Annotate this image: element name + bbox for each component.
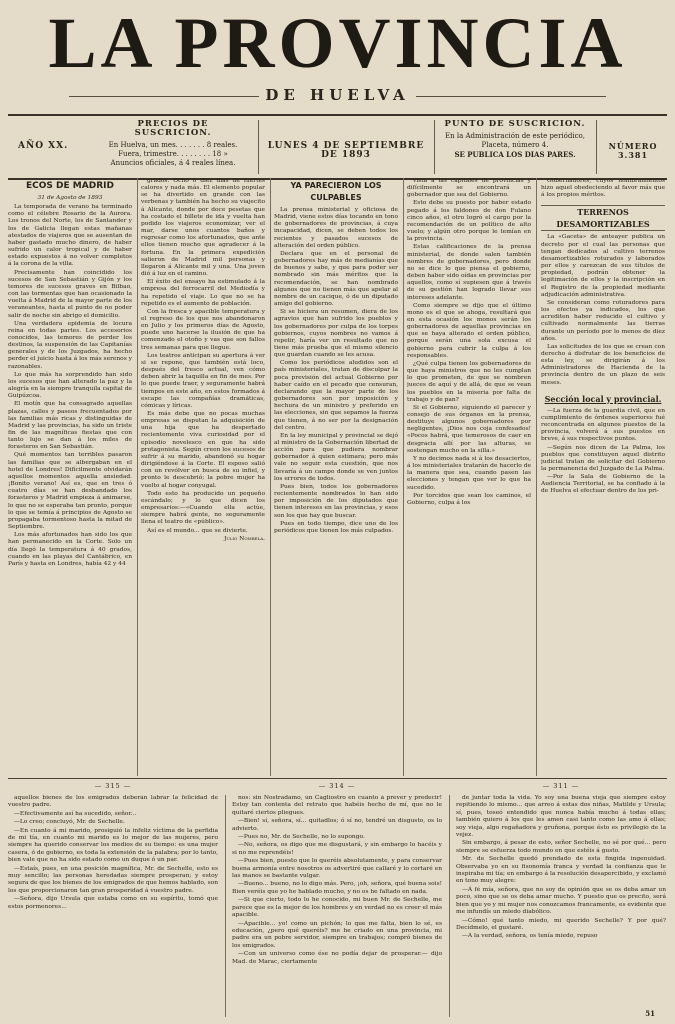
main-columns — [8, 178, 667, 776]
paragraph: Si se hiciera un resumen, diera de los agravios que han sufrido los pueblos y los gobernadores por culpa de los torpes gobiernos, cuyos nombres no vamos á repetir, haría ver un resultado que no tiene más prueba que el mismo silencio que guardan cuando se les acusa. — [274, 309, 398, 359]
paragraph: Con la fresca y apacible temperatura y el regreso de los que nos abandonaron en Julio y los primeros días de Agosto, puede uno hacerse la ilusión de que ha comenzado el otoño y vas que son fallos tres semanas para que llegue. — [141, 308, 265, 351]
article-signature: Julio Nombela. — [224, 535, 265, 542]
paragraph: Los teatros anticipan su apertura á ver si se repone, que también está loco, después del fresco actual, ven cómo deben abrir la taquilla en fin de mes. Por lo que puede traer, y seguramente habrá tiempos en este año, en estos formados á escape las compañías dramáticas, cómicas y líricas. — [141, 352, 265, 409]
issue-date: LUNES 4 DE SEPTIEMBRE DE 1893 — [267, 141, 425, 160]
paragraph: —Según nos dicen de La Palma, los pueblos que constituyen aquel distrito judicial tratan de solicitar del Gobierno la permanencia del Juzgado de La Palma. — [541, 444, 665, 472]
paragraph: —Señora, dijo Ursula que estaba como en su espíritu, tomó que estos pormenores... — [8, 896, 218, 910]
paragraph: —Apacible... yo! como un pichón; lo que me falta, bien lo sé, es educación, ¿pero qué queréis? me he criado en una provincia, mi padre era un pobre servidor, siempre en trabajos; compró bienes de los emigrados. — [232, 920, 442, 949]
paragraph: ¿Qué culpa tienen los gobernadores de que haya ministros que no les cumplan lo que prometen, de que se nombren jueces de aquí y de allá, de que se vean los pueblos en la miseria por falta de trabajo y de pan? — [407, 360, 531, 403]
paragraph: —Con un universo como ése no podía dejar de prosperar.— dijo Mad. de Marac, ciertamente — [232, 951, 442, 965]
paragraph: —Á fé mía, señora, que no soy de opinión que se os deba amar un poco, sino que se os deba amar mucho. Y puesto que os precito, será bien que yo y mi mujer nos conozcamos francamente, es evidente que me infundís un miedo diabólico. — [456, 886, 666, 916]
point-line-1: En la Administración de este periódico, — [445, 132, 585, 140]
column-separator — [536, 178, 537, 776]
paragraph: Precisamente han coincidido los sucesos de San Sebastián y Gijón y los temores de sucesos graves en Bilbao, con las tormentas que han ocasionado la vuelta á Madrid de la mayor parte de los veraneantes, hasta el punto de no poder salir de noche sin abrigo el domicilio. — [8, 269, 132, 319]
price-line-3: Anuncios oficiales, á 4 reales línea. — [110, 159, 236, 167]
paragraph: Sin embargo, á pesar de esto, señor Sechelle, no sé por qué... pero siempre se esfuerza todo mundo en que estéis á gusto. — [456, 840, 666, 854]
paragraph: —Lo creo; concluyó, Mr. de Sechelle. — [14, 819, 125, 826]
column-5 — [541, 178, 665, 776]
masthead — [8, 0, 667, 114]
newspaper-subtitle-row — [8, 86, 667, 104]
infobar-divider-2 — [434, 120, 435, 174]
folletin-separator — [225, 795, 226, 1017]
article-date: 31 de Agosto de 1893 — [37, 195, 103, 201]
paragraph: —Bueno... bueno, no lo digo más. Pero, ¡oh, señora, qué buena sois! Bien veréis que yo he hablado mucho, y no os he faltado en nada. — [232, 881, 442, 895]
paragraph: —Cómo! qué tanto miedo, mi querido Sechelle? Y por qué? Decídmelo, el gustaré. — [456, 917, 666, 931]
infobar-divider-3 — [596, 120, 597, 174]
column-1 — [8, 178, 132, 776]
paragraph: El motín que ha consagrado aquellas plazas, calles y paseos frecuentados por las familias más ricas y distinguidas de Madrid y las provincias, ha sido un triste fin de las magníficas fiestas que con tanto lujo se dan á los miles de forasteros en San Sebastián. — [8, 401, 132, 451]
section-heading-terrenos: TERRENOS DESAMORTIZABLES — [541, 205, 665, 231]
folletin-column-1 — [8, 795, 218, 1017]
subtitle-rule-left — [69, 96, 259, 97]
paragraph: Declara que en el personal de gobernadores hay más de medianías que de buenos y sabe, y que para poder ser nombrado sin más méritos que la recomendación, se han nombrado algunos que no tienen más que apelar al nombre de un cacique, ó de un diputado amigo del gobierno. — [274, 250, 398, 308]
paragraph: vista á las capitales de provincias y difícilmente se encontrará un gobernador que sea del Gobierno. — [407, 178, 531, 199]
paragraph: Pues bien, todos los gobernadores recientemente nombrados lo han sido por imposición de los diputados que tienen intereses en las provincias, y esos son los que hay que buscar. — [274, 483, 398, 519]
paragraph: Una verdadera epidemia de locura reina en todas partes. Los accesorios conocidos, las temores de perder los destinos, la suspensión de las Capitanías generales y de los Juzgados, ha hecho perder el juicio hasta á los más serenos y razonables. — [8, 320, 132, 370]
subscription-point-heading: PUNTO DE SUSCRICION. — [444, 119, 586, 129]
column-separator — [403, 178, 404, 776]
article-heading-ecos: ECOS DE MADRID — [26, 181, 114, 191]
paragraph: aquellos bienes de los emigrados deberán labrar la felicidad de vuestro padre. — [8, 795, 218, 809]
paragraph: —En cuanto á mi marido, prosiguió la infeliz víctima de la perfidia de mi tía, en cuanto mi marido es lo mejor de las mujeres, pero siempre ha querido conservar los medios de su tiempo: es una mujer casera, ó de gobierno, es toda la extensión de la palabra; por lo tanto, bien vale que no ha sido estado como un duque ó un par. — [8, 827, 218, 864]
paragraph: —La fuerza de la guardia civil, que en cumplimiento de órdenes superiores fué reconcentrada en algunos puestos de la provincia, volverá á sus puestos en breve, á sus respectivos puntos. — [541, 407, 665, 443]
paragraph: Se consideran como roturadores para los efectos ya indicados, los que acrediten haber reducido el cultivo y cultivado normalmente las tierras durante un período por lo menos de diez años. — [541, 299, 665, 342]
section-heading-local: Sección local y provincial. — [544, 393, 662, 404]
paragraph: grados. Ocho ó diez días de fuertes calores y nada más. El elemento popular se ha divertido en grande con las verbenas y también ha hecho su viajecito á Alicante, donde por doce pesetas que ha costado el billete de ida y vuelta han podido los viajeros economizar, ver el mar, darse unos cuantos baños y regresar como los afortunados, que ante ellos tienen mucho que agradecer á la fortuna. En la primera expedición salieron de Madrid mil personas y llegaron á Alicante mil y una. Una joven dió á luz en el camino. — [141, 178, 265, 278]
paragraph: nos: sin Nostradamo, un Cagliostro en cuanto á prever y predecir! Estoy tan contenta del retrato que habéis hecho de mí, que no le quitaré ciertos pliegues. — [232, 795, 442, 816]
paragraph: Como siempre se dijo que el último mono es el que se ahoga, resultará que en esta ocasión los monos serán los gobernadores de aquellas provincias en que se haya alterado el orden público, porque serán una sola excusa el gobierno para cubrir la culpa á los responsables. — [407, 302, 531, 359]
point-line-3: SE PUBLICA LOS DIAS PARES. — [454, 150, 576, 159]
column-2 — [141, 178, 265, 776]
article-heading-culpables: YA PARECIERON LOS CULPABLES — [290, 181, 382, 202]
folletin-column-2 — [232, 795, 442, 1017]
issue-number: NÚMERO 3.381 — [608, 141, 658, 160]
paragraph: —Bien! sí, señora, sí... quitadlos; ó sí no, tendré un disgusto, os lo advierto. — [232, 818, 442, 832]
subtitle-rule-right — [416, 96, 606, 97]
folletin-page-number: — 311 — — [542, 782, 580, 790]
newspaper-title: LA PROVINCIA — [48, 3, 627, 83]
infobar-divider-1 — [258, 120, 259, 174]
paragraph: Los más afortunados han sido los que han permanecido en la Corte. Solo un día llegó la temperatura á 40 grados, cuando en las playas del Cantábrico, en París y hasta en Londres, había 42 y 44 — [8, 532, 132, 567]
paragraph: Si el Gobierno, siguiendo el parecer y consejo de sus órganos en la prensa, destituye algunos gobernadores por negligentes, ¡Dios nos coja confesados! «Pocos habrá, que temerosos de caer en desgracia allí por las alturas, se sostengan mucho en la silla.» — [407, 404, 531, 454]
paragraph: Gobernadores, cuyos nombramientos hizo aquel obedeciendo al favor más que á los propios méritos. — [541, 178, 665, 199]
folletin-separator — [449, 795, 450, 1017]
paragraph: —Efectivamente así ha sucedido, señor... — [14, 810, 137, 817]
paragraph: Esto debe su puesto por haber estado pegado á los faldones de don Fulano cinco años, el otro logró el cargo por la recomendación de un político de alto vuelo; y algún otro porque le temían en la provincia. — [407, 200, 531, 243]
subscription-bar — [8, 114, 667, 180]
paragraph: Qué momentos tan terribles pasaron las familias que se albergaban en el hotel de Londres! Difícilmente olvidarán aquellos momentos aquella ansiedad. ¡Bonito verano! Así es, que en tres ó cuatro días se han desbandado los forasteros y Madrid empieza á animarse, lo que no se esperaba tan pronto, porque lo que se temía á principios de Agosto se propagaba tormentoso hasta la mitad de Septiembre. — [8, 452, 132, 531]
paragraph: —Si que cierto, todo lo he conocido, mi buen Mr. de Sechelle, me parece que es la mejor de los hombres y en verdad no es creer el más apacible. — [232, 897, 442, 919]
paragraph: La temporada de verano ha terminado como el célebre Rosario de la Aurora. Los tronos del Norte, los de Santander y los de Galicia llegan estas mañanas atestados de viajeros que se ausentan de haber gastado mucho dinero, de haber sufrido un calor tropical y de haber estado expuestos á no volver completos á la corona de la villa. — [8, 204, 132, 268]
paragraph: —Estaís, pues, en una posición magnífica, Mr. de Sechelle, esto es muy sencillo; las personas heredadas siempre prosperan; y estoy segura de que los bienes de los emigrados de que hemos hablado, son los que proporcionaron tan gran prosperidad á vuestro padre. — [8, 865, 218, 894]
paragraph: Y no decimos nada si á los desaciertos, á los ministeriales tratarán de hacerlo de la manera que sea, cuando pasen las elecciones y tengan que ver lo que ha sucedido. — [407, 455, 531, 491]
year-label: AÑO XX. — [18, 141, 69, 151]
paragraph: El éxito del ensayo ha estimulado á la empresa del ferrocarril del Mediodía y ha repetido el viaje. Lo que no se ha repetido es el aumento de población. — [141, 279, 265, 307]
paragraph: Así es el mundo... que se divierte. — [147, 527, 248, 534]
folletin-page-number: — 314 — — [318, 782, 356, 790]
paragraph: —No, señora, os digo que me disgustará, y sin embargo lo hacéis y si no me reprendéis! — [232, 842, 442, 856]
paragraph: —Pues bien, puesto que lo queréis absolutamente, y para conservar buena armonía entre nosotros os advertiré que callaré y lo cortaré en las manos se bastante vulgar. — [232, 858, 442, 880]
paragraph: Las solicitudes de los que se crean con derecho á disfrutar de los beneficios de esta ley, se dirigirán á los Administradores de Hacienda de la provincia dentro de un plazo de seis meses. — [541, 343, 665, 386]
paragraph: Por torcidos que sean los caminos, el Gobierno, culpa á los — [407, 492, 531, 506]
paragraph: Mr. de Sechelle quedó prendado de esta fingida ingenuidad. Observaba yo en su fisonomía franca y verdad la confianza que le inspiraba mi tía; en embargo á la resolución desapercibido, y exclamó en tono muy alegre: — [456, 856, 666, 885]
column-separator — [137, 178, 138, 776]
subscription-prices-heading: PRECIOS DE SUSCRICION. — [134, 119, 212, 138]
paragraph: —Pues no, Mr. de Sechelle, no lo supongo. — [238, 834, 365, 841]
folletin-column-3 — [456, 795, 666, 1017]
point-line-2: Placeta, número 4. — [481, 141, 549, 149]
sheet-number: 51 — [645, 1009, 655, 1018]
paragraph: La prensa ministerial y oficiosa de Madrid, viene estos días tocando en tono de gobernadores de provincias, á cuya incapacidad, dicen, se deben todos los recientes y pasados sucesos de alteración del orden público. — [274, 207, 398, 249]
paragraph: —Por la Sala de Gobierno de la Audiencia Territorial, se ha confiado á la de Huelva el efectuar dentro de los pri- — [541, 474, 665, 495]
paragraph: de juntar toda la vida. Yo soy una buena vieja que siempre estoy repitiendo lo mismo... que arreo á estas dos niñas, Matilde y Ursula; sí, pues, toseó entendido que nunca había mucho á todas ellas; también quiero á los que les amen casi tanto como las amo á ellas; soy vieja, algo regañadora y gruñona, porque ésto es privilegio de la vejez. — [456, 795, 666, 839]
paragraph: Como los periódicos aludidos son el país ministeriales, tratan de disculpar la poca previsión del actual Gobierno por haber caído en el pecado que censuran, declarando que la mayor parte de los gobernadores son por imposición y hechura de un ministro y preferido en las elecciones, sin que sepamos la fuerza que tienen, á no ser por la designación del centro. — [274, 360, 398, 431]
paragraph: Lo que más ha sorprendido han sido los sucesos que han alterado la paz y la alegría en la siempre tranquila capital de Guipúzcoa. — [8, 371, 132, 400]
subscription-prices-box — [98, 120, 248, 168]
column-4 — [407, 178, 531, 776]
paragraph: La «Gaceta» de anteayer publica un decreto por el cual las personas que tengan dedicados al cultivo terrenos desamortizables roturados y laborados por ellos y carezcan de sus títulos de propiedad, podrán obtener la legitimación de ellos y la inscripción en el Registro de la propiedad mediante adjudicación administrativa. — [541, 234, 665, 298]
paragraph: Pues en todo tiempo, dice uno de los periódicos que tienen los más culpados. — [274, 520, 398, 534]
folletin-section — [8, 778, 667, 1024]
paragraph: En la ley municipal y provincial se dejó al ministro de la Gobernación libertad de acción para que pudiera nombrar gobernador á quien estimara; pero más vale no seguir esta cuestión, que nos llevaría á un campo donde se ven juntos los errores de todos. — [274, 432, 398, 482]
column-3 — [274, 178, 398, 776]
newspaper-subtitle: DE HUELVA — [265, 86, 410, 104]
subscription-point-box — [440, 120, 590, 159]
price-line-1: En Huelva, un mes. . . . . . . 8 reales. — [108, 141, 238, 149]
folletin-page-number: — 315 — — [94, 782, 132, 790]
paragraph: Estas calificaciones de la prensa ministerial, de donde salen también nombres de gobernadores, pero donde no se dice lo que piensa el gobierno, deben haber sido oídas en provincias por aquellos, como sí supiesen que á través de su gestión han logrado llevar sus intereses adelante. — [407, 244, 531, 301]
paragraph: Es más debe que no pocas muchas empresas se disputan la adquisición de una hija que ha despertado recientemente viva curiosidad por el episodio novelesco en que ha sido protagonista. Según creen los sucesos de sufrir á su marido, abandonó su hogar dirigiéndose á la Corte. El esposo salió con un revólver en busca de su infiel, y pronto le descubrió; la pobre mujer ha vuelto al hogar conyugal. — [141, 411, 265, 489]
price-line-2: Fuera, trimestre. . . . . . . . 18 » — [118, 150, 228, 158]
column-separator — [270, 178, 271, 776]
paragraph: Todo esto ha producido un pequeño escándalo; y lo que dicen los empresarios:—«Cuando ella actúe, siempre habrá gente, no seguramente llena el teatro de «público». — [141, 490, 265, 526]
paragraph: —A la verdad, señora, os tenía miedo, repuso — [462, 933, 598, 940]
